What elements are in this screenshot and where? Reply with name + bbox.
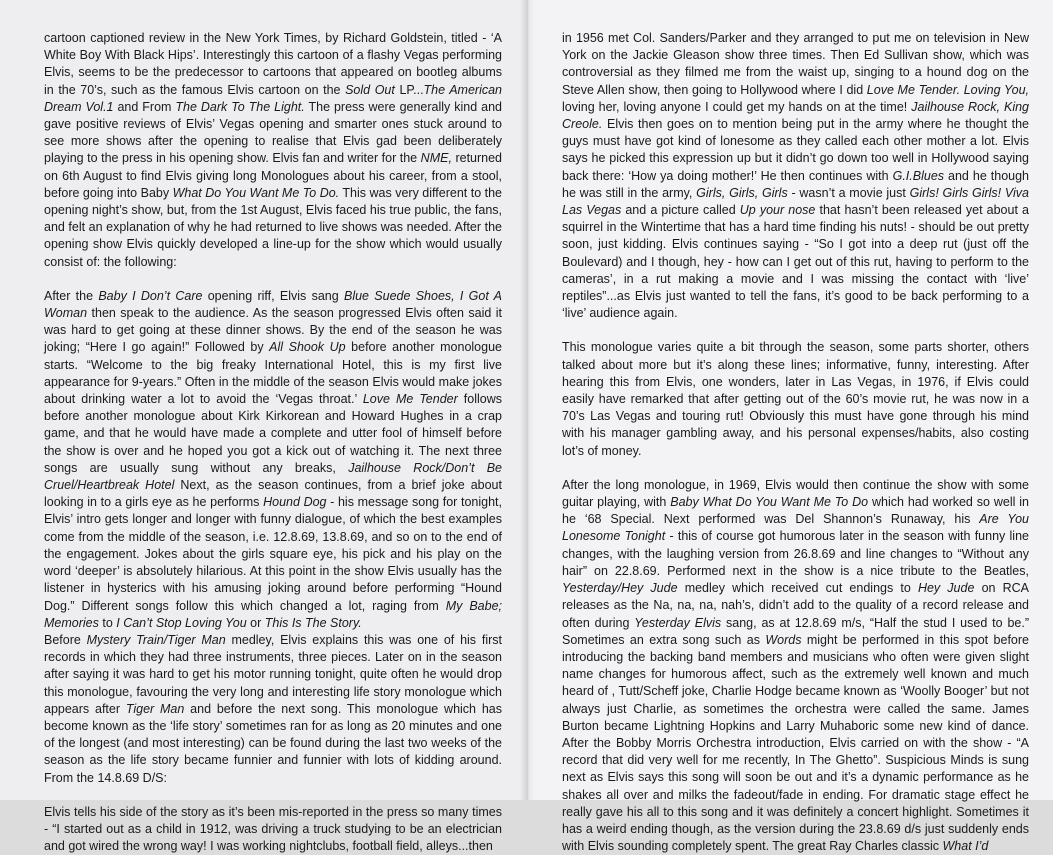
body-text: Next, as the season continues, from a brief joke about looking in to a girls eye as he performs (44, 478, 502, 510)
title-text: I Can’t Stop Loving You (116, 615, 247, 630)
body-text: in 1956 met Col. Sanders/Parker and they arranged to put me on television in New York on the Jackie Gleason show three times. Then Ed Sullivan show, which was controversial as they filmed me from the waist up, singing to a hound dog on the Steve Allen show, then going to Hollywood where I did (562, 31, 1029, 97)
body-text: - wasn’t a movie just (787, 185, 910, 200)
body-text: This was very different to the opening night’s show, but, from the 1st August, Elvis faced his true public, the fans, and felt an explanation of why he had returned to live shows was needed. After the opening show Elvis quickly developed a line-up for the show which would usually consist of: the following: (44, 185, 502, 269)
title-text: Up your nose (739, 203, 816, 218)
body-text: Before (44, 632, 87, 647)
body-text: - this of course got humorous later in the season with funny line changes, with the laughing version from 26.8.69 and line changes to “Without any hair” on 22.8.69. Performed next in the show is a nice tribute to the Beatles, (562, 529, 1029, 578)
left-paragraph-1 (44, 30, 502, 271)
body-text: LP... (394, 82, 424, 97)
title-text: Girls, Girls, Girls (696, 185, 788, 200)
left-paragraph-2 (44, 288, 502, 632)
title-text: Words (765, 632, 802, 647)
right-page (526, 0, 1053, 854)
title-text: NME, (420, 151, 452, 166)
body-text: After the long monologue, in 1969, Elvis would then continue the show with some guitar playing, with (562, 477, 1029, 510)
body-text: After the (44, 288, 99, 303)
title-text: The American Dream Vol.1 (44, 82, 503, 114)
title-text: Are You Lonesome Tonight (562, 512, 1029, 544)
title-text: Sold Out (345, 82, 395, 97)
body-text: to (98, 615, 117, 630)
body-text: before another monologue starts. “Welcome to the big freaky International Hotel, this is my first live appearance for 9-years.” Often in the middle of the season Elvis would make jokes about drinking water a lot to avoid the ‘Vegas throat.’ (44, 340, 502, 407)
title-text: Baby What Do You Want Me To Do (670, 495, 869, 510)
body-text: and he though he was still in the army, (562, 168, 1029, 200)
body-text: follows before another monologue about Kirk Kirkorean and Howard Hughes in a crap game, and that he would have made a complete and utter fool of himself before the show is over and he hoped you got a kick out of watching it. The next three songs are usually sung without any breaks, (44, 392, 502, 475)
title-text: Blue Suede Shoes, I Got A Woman (44, 288, 502, 321)
title-text: Hey Jude (917, 581, 975, 596)
body-text: This monologue varies quite a bit through the season, some parts shorter, others talked about more but it’s along these lines; informative, funny, interesting. After hearing this from Elvis, one wonders, later in Las Vegas, in 1976, if Elvis could easily have remarked that after getting out of the 60’s movie rut, he was now in a 70’s Las Vegas and touring rut! Obviously this must have gone through his mind with his manager gambling away, and his personal expenses/habits, also costing lot’s of money. (562, 340, 1029, 458)
body-text: and before the next song. This monologue which has become known as the ‘life story’ sometimes ran for as long as 20 minutes and one of the longest (and most interesting) can be found during the last two weeks of the season as the life story became funnier and funnier with lots of kidding around. From the 14.8.69 D/S: (44, 701, 502, 785)
title-text: Mystery Train/Tiger Man (86, 632, 226, 647)
title-text: Love Me Tender. Loving You, (866, 82, 1029, 97)
title-text: Love Me Tender (362, 392, 458, 407)
body-text: medley, Elvis explains this was one of his first records in which they had three instruments, three pieces. Later on in the season after saying it was hard to get his motor running tonight, quite often he would drop this monologue, favouring the very long and interesting life story monologue which appears after (44, 632, 502, 716)
title-text: Girls! Girls Girls! Viva Las Vegas (562, 185, 1030, 218)
body-text: loving her, loving anyone I could get my hands on at the time! (562, 99, 912, 114)
right-paragraph-1 (562, 30, 1029, 322)
title-text: Jailhouse Rock, King Creole. (562, 99, 1030, 132)
left-page (0, 0, 526, 854)
body-text: - his message song for tonight, Elvis’ intro gets longer and longer with funny dialogue, of which the best examples come from the middle of the season, i.e. 12.8.69, 13.8.69, and so on to the end of the engagement. Jokes about the girls square eye, his pick and his play on the word ‘deeper’ is absolutely hilarious. At this point in the show Elvis usually has the listener in hysterics with his amusing joking around before performing “Hound Dog.” Different songs follow this which changed a lot, raging from (44, 495, 502, 613)
title-text: All Shook Up (269, 340, 346, 355)
body-text: Elvis then goes on to mention being put in the army where he thought the guys must have got kind of lonesome as they called each other mother a lot. Elvis says he picked this expression up but it didn’t go down too well in Hollywood saying back there: ‘How ya doing mother!’ He then continues with (562, 117, 1029, 183)
body-text: which had worked so well in he ‘68 Special. Next performed was Del Shannon’s Runaway, his (562, 495, 1029, 527)
right-paragraph-2 (562, 339, 1029, 459)
body-text: might be performed in this spot before introducing the backing band members and musicians who often were given slight name changes for humorous affect, such as the extremely well known and much heard of , Tutt/Scheff joke, Charlie Hodge became known as ‘Woolly Booger’ but not always just Charlie, as sometimes the orchestra were called the same. James Burton became Lightning Hopkins and Larry Muhaboric some new kind of dance. After the Bobby Morris Orchestra introduction, Elvis carried on with the show - “A record that did very well for me recently, In The Ghetto”. Suspicious Minds is sung next as Elvis says this song will soon be out and it’s a dynamic performance as he shakes all over and milks the fadeout/fade in ending. For dramatic stage effect he really gave his all to this song and it was definitely a concert highlight. Sometimes it has a weird ending though, as the version during the 23.8.69 d/s just suddenly ends with Elvis sounding completely spent. The great Ray Charles classic (562, 632, 1029, 854)
title-text: My Babe; Memories (44, 598, 502, 630)
body-text: sang, as at 12.8.69 m/s, “Half the stud I used to be.” Sometimes an extra song such as (562, 615, 1029, 647)
body-text: and From (113, 99, 176, 114)
right-paragraph-3 (562, 477, 1029, 855)
body-text: on RCA releases as the Na, na, na, nah’s, didn’t add to the quality of a record release and often during (562, 581, 1030, 630)
title-text: Yesterday Elvis (634, 615, 722, 630)
title-text: Tiger Man (125, 701, 185, 716)
body-text: or (246, 615, 265, 630)
title-text: G.I.Blues (892, 168, 945, 183)
title-text: What Do You Want Me To Do. (172, 185, 340, 200)
body-text: opening riff, Elvis sang (202, 288, 344, 303)
body-text: then speak to the audience. As the season progressed Elvis often said it was hard to get going at these dinner shows. By the end of the season he was joking; “Here I go again!” Followed by (44, 306, 502, 355)
body-text: Elvis tells his side of the story as it’s been mis-reported in the press so many times - “I started out as a child in 1912, was driving a truck studying to be an electrician and got wired the wrong way! I was working nightclubs, football field, alleys...then (44, 804, 502, 854)
title-text: Baby I Don’t Care (98, 288, 203, 303)
title-text: Jailhouse Rock/Don’t Be Cruel/Heartbreak Hotel (44, 460, 502, 493)
body-text: The press were generally kind and gave positive reviews of Elvis’ Vegas opening and smarter ones stuck around to see more shows after the opening to realise that Elvis gad been deliberately playing to the press in his opening show. Elvis fan and writer for the (44, 99, 503, 166)
body-text: cartoon captioned review in the New York Times, by Richard Goldstein, titled - ‘A White Boy With Black Hips’. Interestingly this cartoon of a flashy Vegas performing Elvis, seems to be the predecessor to cartoons that appeared on bootleg albums in the 70’s, such as the famous Elvis cartoon on the (44, 31, 502, 97)
body-text: returned on 6th August to find Elvis giving long Monologues about his career, from a stool, before going into Baby (44, 151, 503, 200)
title-text: Yesterday/Hey Jude (562, 581, 678, 596)
body-text: that hasn’t been released yet about a squirrel in the Wintertime that has a hard time finding his nuts! - should be out pretty soon, just kidding. Elvis continues saying - “So I got into a deep rut (just off the Boulevard) and I though, hey - how can I get out of this rut, having to perform to the cameras’, in a rut making a movie and I was missing the contact with ‘live’ reptiles”...as Elvis just wanted to tell the fans, it’s good to be back performing to a ‘live’ audience again. (562, 203, 1029, 321)
body-text: and a picture called (621, 203, 740, 218)
title-text: Hound Dog (263, 495, 327, 510)
left-paragraph-4 (44, 804, 502, 855)
title-text: The Dark To The Light. (175, 99, 305, 114)
title-text: This Is The Story. (264, 615, 362, 630)
body-text: medley which received cut endings to (677, 581, 918, 596)
title-text: What I’d (942, 839, 989, 854)
left-paragraph-3 (44, 632, 502, 787)
